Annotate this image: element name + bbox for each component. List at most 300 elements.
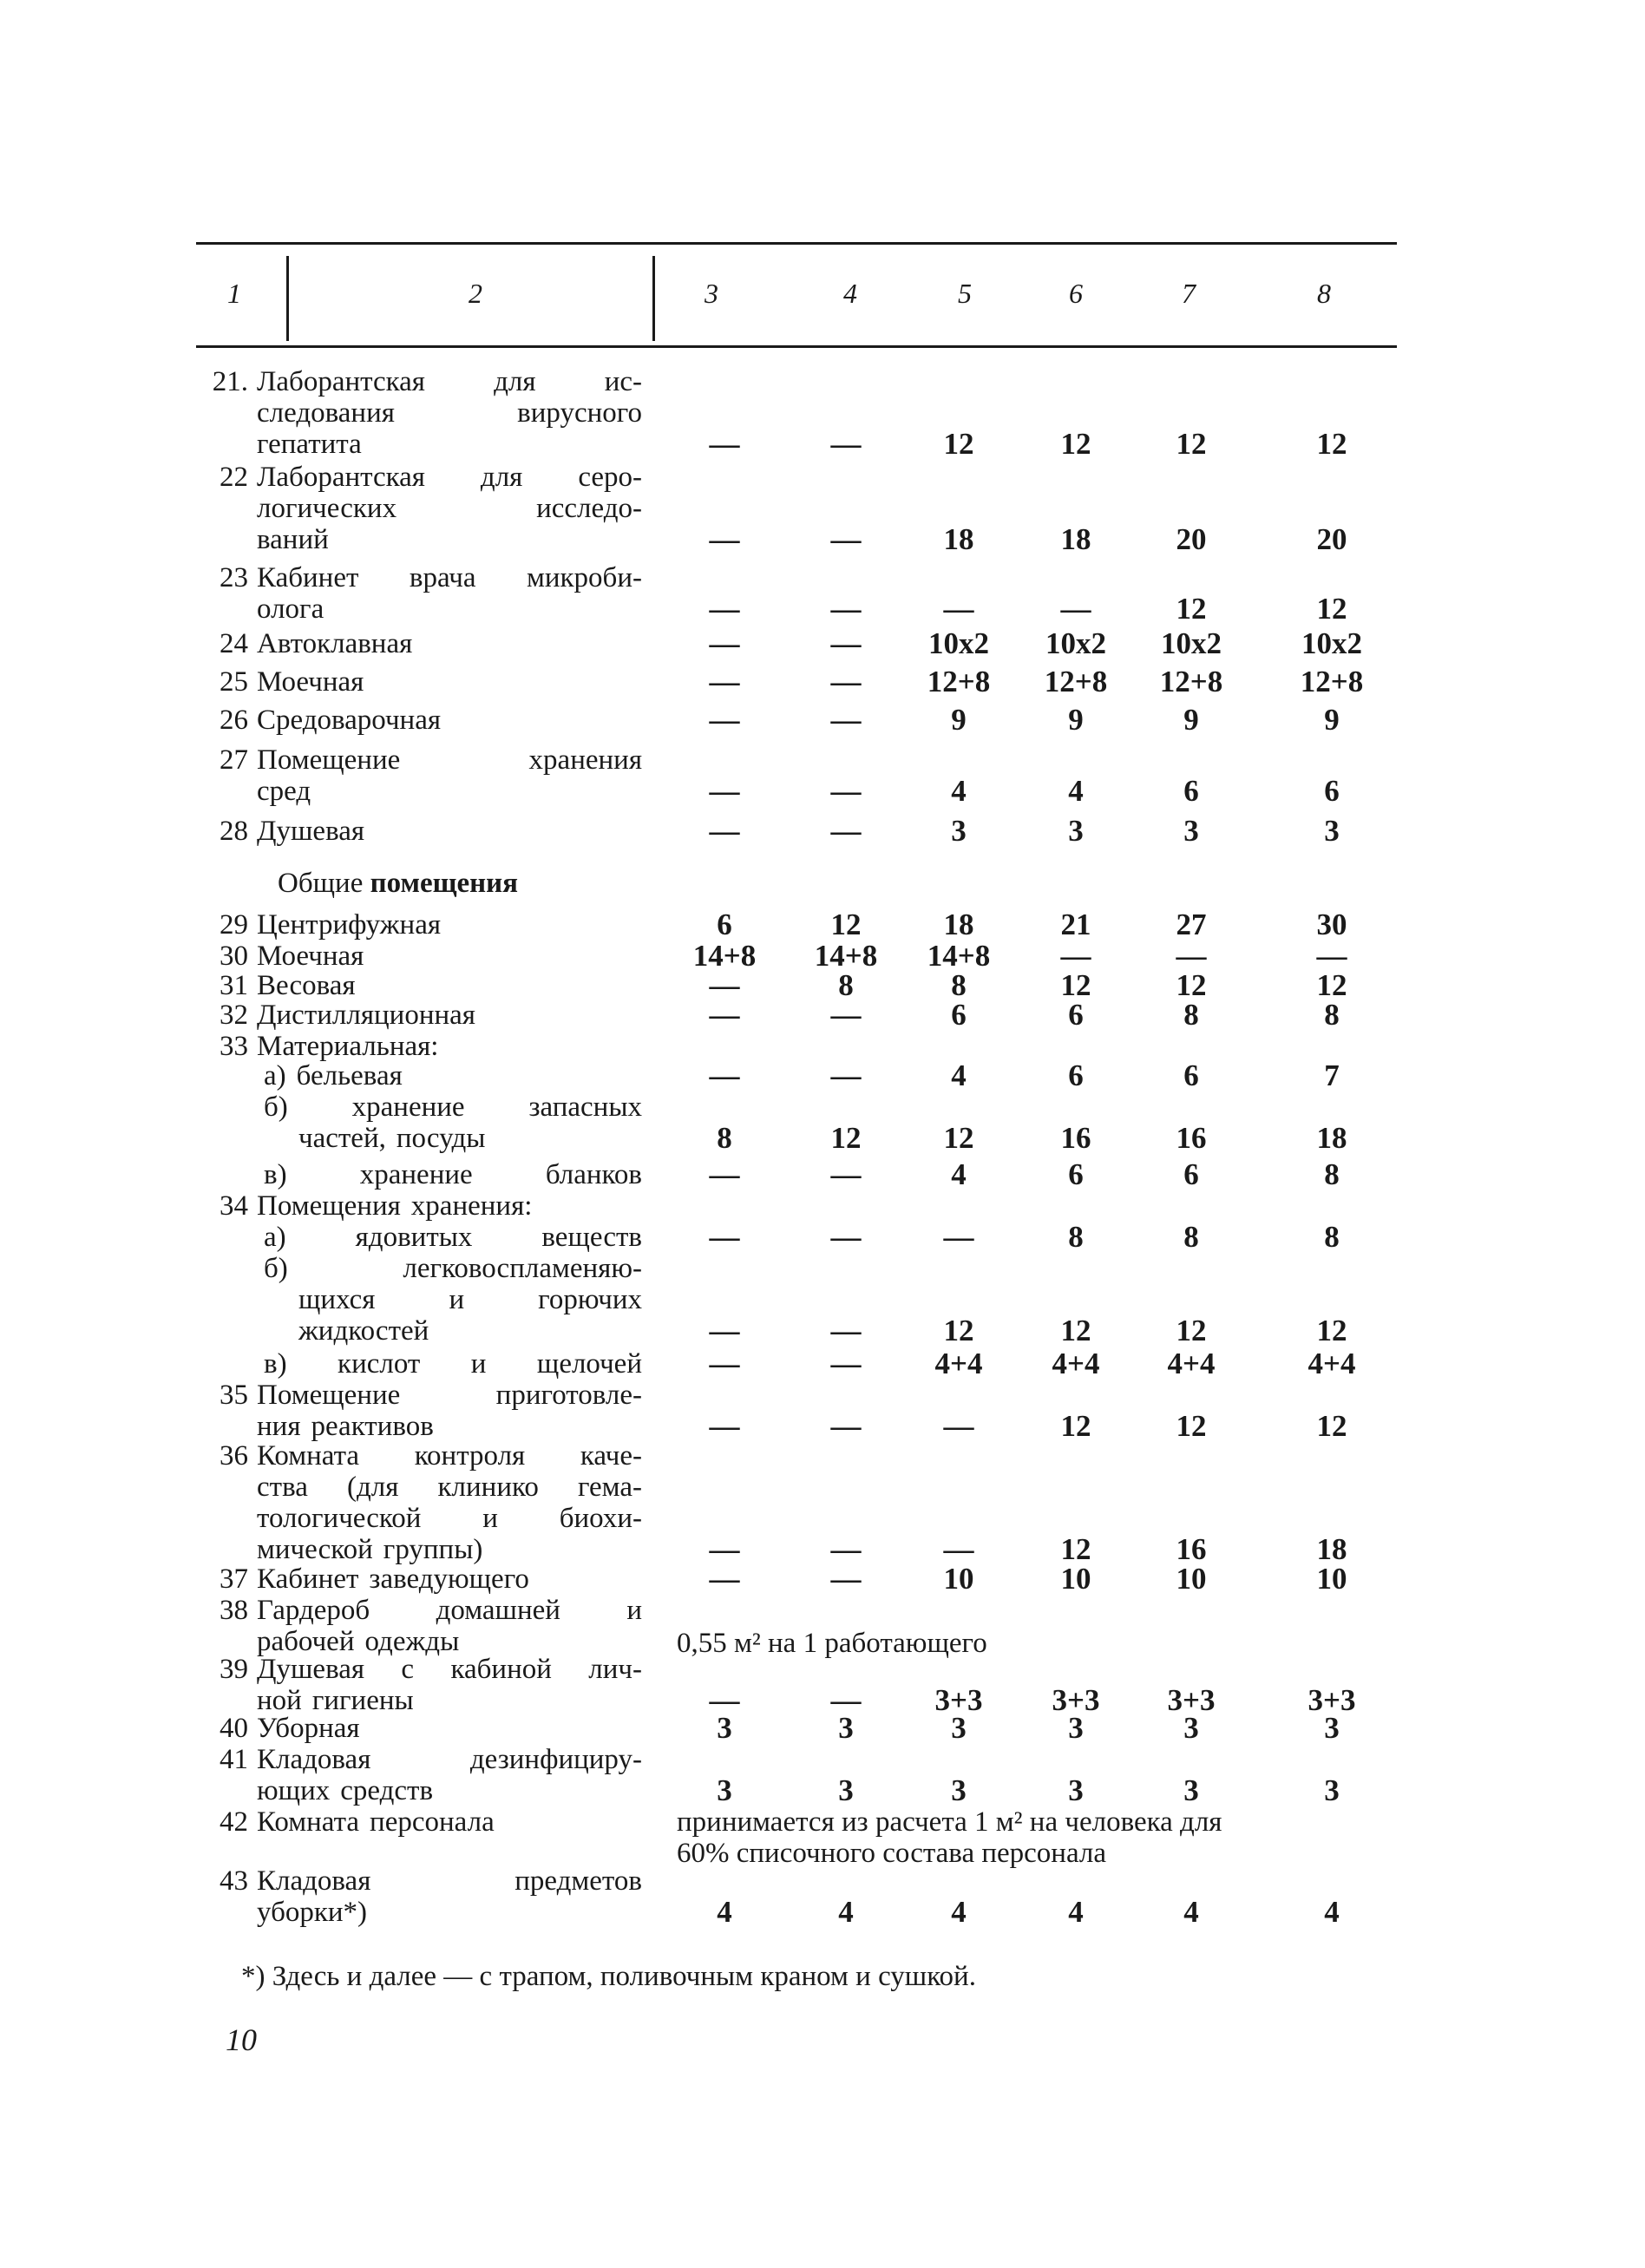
table-cell-col-6: 4 [1068,774,1084,808]
room-name [257,366,642,460]
table-cell-col-5: 4 [951,1157,967,1191]
room-name [257,705,642,736]
table-cell-col-7: 4+4 [1167,1347,1216,1380]
room-name-word: мической [257,1534,373,1565]
table-cell-col-3: — [709,522,740,556]
table-cell-col-3: 8 [717,1121,732,1155]
room-name-word: Помещение [257,1380,401,1411]
table-cell-col-4: — [830,592,862,626]
room-name-word: следования [257,397,395,429]
table-cell-col-6: 3+3 [1052,1683,1100,1717]
table-cell-col-5: 10 [943,1562,974,1596]
room-name-word: вирусного [517,397,642,429]
room-name [257,1190,642,1222]
table-cell-col-4: — [830,998,862,1032]
room-name-word: биохи- [559,1503,642,1534]
room-name-word: Душевая [257,1654,365,1685]
room-name-word: Лаборантская [257,366,425,397]
room-name-word: Комната [257,1440,360,1472]
room-name [257,1222,642,1253]
table-cell-col-5: 3 [951,1773,967,1807]
table-cell-col-3: — [709,1314,740,1347]
room-name-word: ядовитых [355,1222,473,1253]
table-cell-col-7: 16 [1176,1121,1207,1155]
room-name-word: Помещения [257,1190,401,1222]
room-name-word: ис- [604,366,642,397]
room-name-word: рабочей [257,1626,355,1657]
table-cell-col-3: — [709,1347,740,1380]
table-cell-col-8: 18 [1316,1121,1347,1155]
table-cell-col-5: 12 [943,427,974,461]
table-cell-col-5: 3 [951,1711,967,1745]
table-cell-col-7: 3 [1183,1773,1199,1807]
row-number: 40 [220,1713,248,1744]
room-name-word: Весовая [257,970,356,1001]
room-name-word: Дистилляционная [257,1000,475,1031]
table-cell-col-7: 10х2 [1161,626,1222,660]
room-name-word: хранения: [410,1190,533,1222]
table-cell-col-4: — [830,774,862,808]
room-name-word: Помещение [257,744,401,776]
table-cell-col-8: 3 [1324,814,1340,848]
room-name-word: Автоклавная [257,628,413,659]
table-cell-col-8: 6 [1324,774,1340,808]
room-name-word: предметов [514,1865,642,1897]
row-number: 24 [220,628,248,659]
table-cell-col-8: 20 [1316,522,1347,556]
room-name-word: контроля [414,1440,526,1472]
room-name-word: щелочей [536,1348,642,1380]
table-cell-col-8: 3 [1324,1711,1340,1745]
table-cell-col-5: — [943,1409,974,1443]
table-cell-col-8: 7 [1324,1059,1340,1092]
table-cell-col-5: — [943,1220,974,1254]
row-number: 25 [220,666,248,698]
table-cell-col-7: 9 [1183,703,1199,737]
room-name-word: персонала [370,1806,495,1838]
room-name [257,1000,642,1031]
table-cell-col-4: — [830,665,862,698]
header-col-5: 5 [958,278,972,309]
room-name-word: бельевая [296,1060,403,1091]
table-cell-col-8: 8 [1324,1220,1340,1254]
row-number: 38 [220,1595,248,1626]
table-cell-col-5: 4 [951,774,967,808]
room-name-word: олога [257,593,324,625]
table-cell-col-4: — [830,1157,862,1191]
table-cell-col-5: 3 [951,814,967,848]
column-separator [652,256,655,341]
table-cell-col-7: 27 [1176,908,1207,941]
room-name-word: Моечная [257,666,364,698]
table-cell-col-4: 3 [838,1711,854,1745]
row-number: 35 [220,1380,248,1411]
table-cell-col-3: — [709,626,740,660]
table-cell-col-5: 14+8 [927,939,991,973]
table-cell-col-4: — [830,427,862,461]
table-cell-col-8: 10х2 [1301,626,1362,660]
table-cell-col-7: 8 [1183,1220,1199,1254]
table-cell-col-4: — [830,1409,862,1443]
table-cell-col-3: — [709,998,740,1032]
room-name [257,1159,642,1190]
row-number: 43 [220,1865,248,1897]
table-cell-col-6: 8 [1068,1220,1084,1254]
footnote: *) Здесь и далее — с трапом, поливочным краном и сушкой. [241,1961,976,1992]
table-cell-col-5: 4+4 [934,1347,983,1380]
room-name-word: кислот [338,1348,421,1380]
row-number: 42 [220,1806,248,1838]
table-cell-col-8: 3 [1324,1773,1340,1807]
room-name-word: и [470,1348,487,1380]
table-cell-col-6: 12 [1060,968,1091,1002]
table-cell-col-3: — [709,1220,740,1254]
table-cell-col-5: 4 [951,1059,967,1092]
room-name-word: Кладовая [257,1865,371,1897]
table-cell-col-4: — [830,1347,862,1380]
room-name [257,744,642,807]
row-number: 34 [220,1190,248,1222]
room-name [257,1595,642,1657]
table-cell-col-3: — [709,1157,740,1191]
table-cell-col-8: 8 [1324,1157,1340,1191]
room-name [257,941,642,972]
room-name-word: Моечная [257,941,364,972]
room-name-word: Средоварочная [257,705,442,736]
room-name-word: и [449,1284,465,1315]
row-number: 27 [220,744,248,776]
room-name-word: хранения [528,744,642,776]
table-cell-col-3: 14+8 [692,939,757,973]
room-name-word: сред [257,776,311,807]
table-cell-col-5: — [943,592,974,626]
table-cell-col-8: 4+4 [1307,1347,1356,1380]
row-number: 39 [220,1654,248,1685]
section-title: Общие помещения [278,868,518,899]
table-cell-col-6: 18 [1060,522,1091,556]
room-name-word: щихся [298,1284,376,1315]
room-name-word: частей, [298,1123,386,1154]
room-name-word: в) [264,1159,287,1190]
table-cell-col-5: 4 [951,1895,967,1929]
room-name-word: Центрифужная [257,909,442,941]
table-cell-col-7: 12 [1176,1409,1207,1443]
table-cell-col-5: 10х2 [928,626,989,660]
table-cell-col-5: 18 [943,908,974,941]
room-name [257,1563,642,1595]
table-cell-col-3: 3 [717,1773,732,1807]
table-cell-col-6: 12 [1060,1314,1091,1347]
room-name-word: заведующего [369,1563,529,1595]
room-name-word: тологической [257,1503,422,1534]
room-name [257,1348,642,1380]
table-cell-col-3: — [709,1683,740,1717]
table-cell-col-7: 3+3 [1167,1683,1216,1717]
room-name-word: бланков [545,1159,642,1190]
table-cell-col-3: 3 [717,1711,732,1745]
table-cell-col-6: 6 [1068,998,1084,1032]
table-cell-col-3: 4 [717,1895,732,1929]
page-number: 10 [226,2022,257,2057]
table-cell-col-5: 12 [943,1314,974,1347]
row-number: 36 [220,1440,248,1472]
table-cell-col-6: 21 [1060,908,1091,941]
table-cell-col-7: 6 [1183,1157,1199,1191]
table-cell-col-5: 8 [951,968,967,1002]
room-name-word: б) [264,1253,288,1284]
table-cell-col-6: 12 [1060,427,1091,461]
room-name-word: ния [257,1411,301,1442]
table-cell-col-5: 12 [943,1121,974,1155]
header-col-4: 4 [843,278,857,309]
table-cell-col-4: — [830,703,862,737]
row-number: 22 [220,462,248,493]
table-cell-col-3: — [709,1059,740,1092]
room-name-word: в) [264,1348,287,1380]
room-name-word: клинико [437,1472,539,1503]
table-cell-col-7: 12+8 [1159,665,1223,698]
table-cell-col-5: 12+8 [927,665,991,698]
table-cell-col-3: — [709,968,740,1002]
table-cell-col-4: — [830,626,862,660]
table-cell-col-3: — [709,1532,740,1566]
room-name-word: домашней [436,1595,560,1626]
room-name [257,970,642,1001]
table-cell-col-8: 12 [1316,1409,1347,1443]
room-name-word: ющих [257,1775,331,1806]
room-name-word: легковоспламеняю- [403,1253,642,1284]
room-name-word: средств [340,1775,434,1806]
room-name-word: лич- [588,1654,642,1685]
room-name [257,1253,642,1347]
room-name-word: приготовле- [495,1380,642,1411]
room-name-word: а) [264,1222,286,1253]
table-cell-col-6: 16 [1060,1121,1091,1155]
row-number: 28 [220,816,248,847]
header-col-2: 2 [469,278,482,309]
row-number: 31 [220,970,248,1001]
room-name-word: Комната [257,1806,360,1838]
room-name [257,1440,642,1565]
table-cell-col-4: 12 [830,1121,862,1155]
room-name-word: и [482,1503,498,1534]
table-cell-col-3: — [709,665,740,698]
room-name-word: уборки*) [257,1897,368,1928]
table-cell-col-8: 9 [1324,703,1340,737]
room-name-word: группы) [383,1534,483,1565]
room-name-word: Кабинет [257,562,359,593]
table-cell-col-5: 18 [943,522,974,556]
room-name [257,1380,642,1442]
row-number: 32 [220,1000,248,1031]
table-cell-col-8: 12 [1316,968,1347,1002]
table-cell-col-4: — [830,1562,862,1596]
table-cell-col-6: — [1060,939,1091,973]
table-cell-col-8: 18 [1316,1532,1347,1566]
table-cell-col-4: 8 [838,968,854,1002]
table-cell-col-4: 4 [838,1895,854,1929]
table-cell-col-8: 30 [1316,908,1347,941]
room-name [257,1060,642,1091]
table-cell-col-6: 3 [1068,1711,1084,1745]
room-name-word: логических [257,493,397,524]
row-number: 21. [212,366,248,397]
room-name-word: Кабинет [257,1563,359,1595]
table-cell-col-4: — [830,1059,862,1092]
room-name-word: Кладовая [257,1744,371,1775]
room-name-word: ваний [257,524,329,555]
room-name-word: с [401,1654,415,1685]
table-cell-col-7: 20 [1176,522,1207,556]
row-number: 30 [220,941,248,972]
room-name-word: дезинфициру- [469,1744,642,1775]
table-cell-col-6: 12 [1060,1409,1091,1443]
table-cell-col-4: 14+8 [814,939,878,973]
room-name-word: Лаборантская [257,462,425,493]
header-col-6: 6 [1069,278,1083,309]
room-name [257,462,642,555]
room-name-word: серо- [578,462,642,493]
table-cell-col-3: — [709,703,740,737]
room-name-word: посуды [396,1123,486,1154]
header-col-8: 8 [1317,278,1331,309]
room-name-word: Материальная: [257,1031,439,1062]
room-name-word: исследо- [536,493,642,524]
room-name-word: б) [264,1091,288,1123]
room-name-word: хранение [351,1091,465,1123]
table-cell-col-4: — [830,1220,862,1254]
table-cell-col-4: — [830,814,862,848]
room-name-word: гепатита [257,429,362,460]
room-name-word: хранение [359,1159,473,1190]
table-cell-col-7: — [1176,939,1207,973]
room-name-word: (для [346,1472,399,1503]
room-name-word: кабиной [450,1654,552,1685]
table-cell-col-7: 16 [1176,1532,1207,1566]
room-name-word: гема- [577,1472,642,1503]
room-name-word: для [494,366,536,397]
table-cell-col-3: — [709,1562,740,1596]
column-separator [286,256,289,341]
table-cell-col-3: — [709,427,740,461]
room-name-word: одежды [364,1626,460,1657]
table-cell-col-6: 12+8 [1044,665,1108,698]
table-cell-col-4: 12 [830,908,862,941]
table-cell-col-6: 10х2 [1045,626,1106,660]
room-name [257,666,642,698]
table-cell-col-4: 3 [838,1773,854,1807]
table-cell-col-7: 12 [1176,1314,1207,1347]
table-cell-col-6: — [1060,592,1091,626]
room-name [257,909,642,941]
room-name-word: гигиены [311,1685,414,1716]
merged-cell: принимается из расчета 1 м² на человека для [677,1806,1222,1838]
table-cell-col-7: 3 [1183,814,1199,848]
room-name-word: ства [257,1472,308,1503]
table-cell-col-4: — [830,522,862,556]
row-number: 41 [220,1744,248,1775]
row-number: 23 [220,562,248,593]
room-name [257,1654,642,1716]
table-cell-col-6: 10 [1060,1562,1091,1596]
merged-cell: 0,55 м² на 1 работающего [677,1628,987,1659]
row-number: 37 [220,1563,248,1595]
table-cell-col-3: — [709,592,740,626]
room-name-word: Душевая [257,816,365,847]
table-cell-col-8: 4 [1324,1895,1340,1929]
table-cell-col-7: 4 [1183,1895,1199,1929]
table-cell-col-8: 12 [1316,427,1347,461]
room-name [257,1091,642,1154]
room-name [257,1031,642,1062]
room-name-word: микроби- [526,562,642,593]
table-cell-col-3: — [709,774,740,808]
room-name-word: жидкостей [298,1315,429,1347]
header-col-7: 7 [1182,278,1196,309]
room-name [257,562,642,625]
table-cell-col-8: — [1316,939,1347,973]
table-cell-col-5: 3+3 [934,1683,983,1717]
table-cell-col-7: 6 [1183,774,1199,808]
table-cell-col-6: 6 [1068,1059,1084,1092]
table-cell-col-3: 6 [717,908,732,941]
room-name-word: горючих [538,1284,642,1315]
table-cell-col-7: 10 [1176,1562,1207,1596]
merged-cell: 60% списочного состава персонала [677,1838,1107,1869]
table-cell-col-4: — [830,1532,862,1566]
table-cell-col-6: 6 [1068,1157,1084,1191]
room-name [257,1865,642,1928]
table-cell-col-8: 3+3 [1307,1683,1356,1717]
table-cell-col-4: — [830,1683,862,1717]
table-cell-col-5: — [943,1532,974,1566]
row-number: 33 [220,1031,248,1062]
table-header-rule [196,345,1397,348]
table-cell-col-7: 12 [1176,427,1207,461]
table-cell-col-4: — [830,1314,862,1347]
room-name-word: Уборная [257,1713,360,1744]
table-cell-col-6: 3 [1068,814,1084,848]
room-name-word: каче- [580,1440,642,1472]
header-col-3: 3 [705,278,718,309]
header-col-1: 1 [227,278,241,309]
table-cell-col-6: 12 [1060,1532,1091,1566]
table-cell-col-7: 12 [1176,968,1207,1002]
room-name-word: а) [264,1060,286,1091]
room-name-word: ной [257,1685,302,1716]
room-name-word: веществ [541,1222,642,1253]
room-name-word: врача [409,562,476,593]
table-top-rule [196,242,1397,245]
table-cell-col-6: 4 [1068,1895,1084,1929]
room-name [257,1744,642,1806]
table-cell-col-7: 3 [1183,1711,1199,1745]
table-cell-col-8: 12+8 [1300,665,1364,698]
table-cell-col-6: 4+4 [1052,1347,1100,1380]
row-number: 26 [220,705,248,736]
table-cell-col-3: — [709,1409,740,1443]
room-name [257,1806,642,1838]
table-cell-col-7: 8 [1183,998,1199,1032]
table-cell-col-7: 6 [1183,1059,1199,1092]
table-cell-col-5: 9 [951,703,967,737]
table-cell-col-6: 9 [1068,703,1084,737]
room-name-word: реактивов [311,1411,434,1442]
table-cell-col-8: 12 [1316,1314,1347,1347]
table-cell-col-8: 8 [1324,998,1340,1032]
table-cell-col-8: 12 [1316,592,1347,626]
table-cell-col-8: 10 [1316,1562,1347,1596]
